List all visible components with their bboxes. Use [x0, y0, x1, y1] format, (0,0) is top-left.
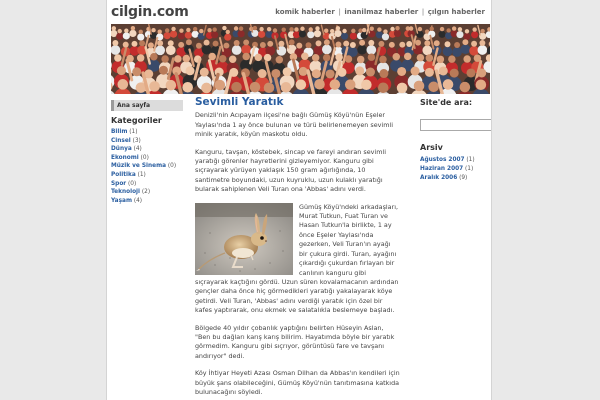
category-item — [111, 171, 183, 180]
article-paragraph: Gümüş Köyü'ndeki arkadaşları, Murat Tutkun, Fuat Turan ve Hasan Tutkun'la birlikte, 1 ay önce Eşeler Yaylası'nda gezerken, Veli Turan'ın ayağı bir çukura girdi. Turan, ayağını çıkardığı çukurdan fırlayan bir canlının kanguru gibi sıçrayarak kaçtığını gördü. Uzun süren kovalamacanın ardından gençler daha önce hiç görmedikleri yaratığı yakalayarak köye getirdi. Veli Turan, 'Abbas' adını verdiği yaratık için özel bir kafes yaptırarak, onu ekmek ve salatalıkla beslemeye başladı. — [195, 202, 399, 315]
archive-heading: Arsiv — [420, 142, 443, 152]
category-count: (4) — [133, 146, 142, 153]
nav-link-komik[interactable]: komik haberler — [275, 8, 335, 16]
category-count: (0) — [167, 163, 177, 170]
category-link[interactable]: Yaşam — [111, 197, 132, 204]
article-paragraph: Bölgede 40 yıldır çobanlık yaptığını belirten Hüseyin Aslan, "Ben bu dağları karış karış bilirim. Hayatımda böyle bir yaratık görmedim. Kanguru gibi sıçrıyor, görüntüsü fare ve tavşanı andırıyor" dedi. — [195, 323, 395, 360]
category-item — [111, 180, 183, 189]
archive-item — [420, 156, 492, 165]
nav-link-cilgin[interactable]: çılgın haberler — [427, 8, 485, 16]
category-item — [111, 154, 183, 163]
archive-item — [420, 165, 492, 174]
category-count: (4) — [133, 197, 143, 204]
category-item — [111, 197, 183, 206]
category-count: (1) — [129, 129, 138, 135]
article-title[interactable]: Sevimli Yaratık — [195, 96, 284, 108]
category-link[interactable]: Cinsel — [111, 137, 131, 144]
nav-link-inanilmaz[interactable]: inanilmaz haberler — [344, 8, 419, 16]
nav-separator: | — [338, 8, 341, 16]
header-banner-image — [111, 24, 490, 94]
category-link[interactable]: Müzik ve Sinema — [111, 163, 167, 170]
archive-item — [420, 174, 492, 183]
left-sidebar — [111, 100, 183, 205]
category-link[interactable]: Spor — [111, 180, 127, 187]
search-input[interactable] — [420, 119, 492, 131]
category-count: (0) — [128, 180, 137, 187]
article-paragraph: Köy İhtiyar Heyeti Azası Osman Dilhan da Abbas'ın kendileri için büyük şans olabileceğini, Gümüş Köyü'nün tanıtımasına katkıda bulunacağını söyledi. — [195, 369, 400, 396]
category-link[interactable]: Ekonomi — [111, 154, 139, 161]
category-link[interactable]: Politika — [111, 171, 136, 178]
category-item — [111, 188, 183, 197]
archive-count: (1) — [466, 156, 475, 163]
archive-count: (9) — [459, 174, 468, 181]
jerboa-photo — [195, 203, 293, 275]
category-count: (0) — [140, 154, 149, 161]
category-count: (2) — [141, 189, 151, 196]
category-item — [111, 137, 183, 146]
article-paragraph: Denizli'nin Acıpayam ilçesi'ne bağlı Gümüş Köyü'nün Eşeler Yaylası'nda 1 ay önce bulunan ve türü belirlenemeyen sevimli minik yaratık, köyün maskotu oldu. — [195, 111, 393, 139]
top-navigation — [275, 8, 485, 16]
category-item — [111, 162, 183, 171]
right-sidebar — [420, 98, 492, 183]
archive-link[interactable]: Haziran 2007 — [420, 165, 464, 172]
nav-separator: | — [421, 8, 425, 16]
category-item — [111, 145, 183, 154]
archive-link[interactable]: Ağustos 2007 — [420, 156, 465, 163]
category-link[interactable]: Dünya — [111, 146, 132, 153]
crowd-photo — [111, 24, 490, 94]
site-logo[interactable]: cilgin.com — [111, 4, 189, 20]
page-container — [106, 0, 492, 400]
categories-heading: Kategoriler — [111, 116, 162, 125]
article-photo — [195, 203, 293, 275]
category-link[interactable]: Bilim — [111, 129, 128, 135]
home-link[interactable]: Ana sayfa — [111, 100, 183, 111]
category-count: (3) — [132, 137, 141, 144]
article-paragraph: Kanguru, tavşan, köstebek, sincap ve fareyi andıran sevimli yaratığı görenler hayretlerini gizleyemiyor. Kanguru gibi sıçrayarak yürüyen yaklaşık 150 gram ağırlığında, 10 santimetre boyundaki, uzun kuyruklu, uzun kulaklı yaratığı bularak sahiplenen Veli Turan ona 'Abbas' adını verdi. — [195, 147, 386, 194]
search-heading: Site'de ara: — [420, 98, 473, 107]
category-item — [111, 128, 183, 137]
category-count: (1) — [137, 171, 146, 178]
archive-count: (1) — [465, 165, 474, 172]
archive-link[interactable]: Aralık 2006 — [420, 174, 458, 181]
category-link[interactable]: Teknoloji — [111, 189, 141, 196]
article — [195, 98, 400, 400]
